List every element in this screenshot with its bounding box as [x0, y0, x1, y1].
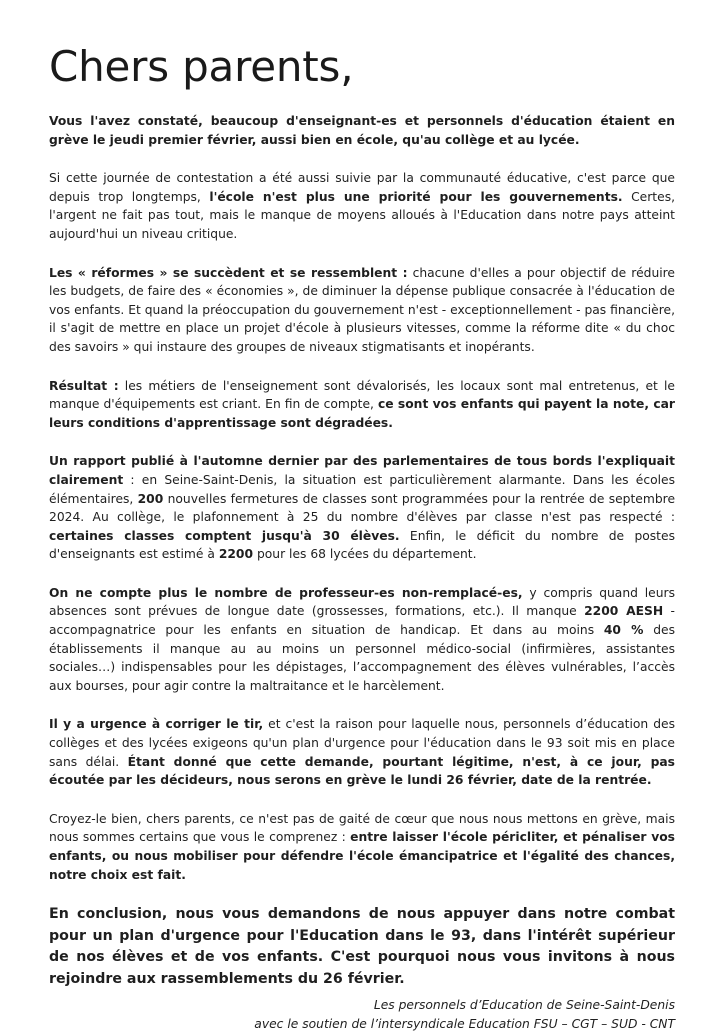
paragraph-intro: Vous l'avez constaté, beaucoup d'enseignant-es et personnels d'éducation étaient en grève le jeudi premier février, aussi bien en école, qu'au collège et au lycée. [49, 114, 675, 147]
text-span: chacune d'elles a pour objectif de réduire les budgets, de faire des « économies », de diminuer la dépense publique consacrée à l'éducation de vos enfants. Et quand la préoccupation du gouvernement n'est - exceptionnellement - pas financière, il s'agit de mettre en place un projet d'école à plusieurs vitesses, comme la réforme dite « du choc des savoirs » qui instaure des groupes de niveaux stigmatisants et inopérants. [49, 265, 675, 354]
text-span: Certes, l'argent ne fait pas tout, mais le manque de moyens alloués à l'Education dans notre pays atteint aujourd'hui un niveau critique. [49, 189, 676, 241]
text-span: y compris quand leurs absences sont prévues de longue date (grossesses, formations, etc.). Il manque [49, 585, 675, 619]
bold-span: Il y a urgence à corriger le tir, [49, 717, 264, 732]
paragraph-rapport [49, 452, 675, 564]
bold-span: Résultat : [49, 378, 119, 393]
signature [49, 996, 675, 1033]
bold-span: 200 [137, 491, 164, 506]
text-span: pour les 68 lycées du département. [253, 547, 477, 562]
paragraph-context [49, 169, 675, 243]
paragraph-reformes [49, 264, 675, 357]
signature-line-2: avec le soutien de l’intersyndicale Education FSU – CGT – SUD - CNT [254, 1016, 675, 1031]
text-span: les métiers de l'enseignement sont dévalorisés, les locaux sont mal entretenus, et le manque d'équipements est criant. En fin de compte, [49, 378, 675, 412]
text-span: Si cette journée de contestation a été aussi suivie par la communauté éducative, c'est parce que depuis trop longtemps, [49, 171, 675, 204]
text-span: et c'est la raison pour laquelle nous, personnels d’éducation des collèges et des lycées exigeons qu'un plan d'urgence pour l'éducation dans le 93 soit mis en place sans délai. [49, 717, 675, 769]
bold-span: Étant donné que cette demande, pourtant légitime, n'est, à ce jour, pas écoutée par les décideurs, nous serons en grève le lundi 26 février, date de la rentrée. [49, 754, 676, 788]
paragraph-greve [49, 810, 675, 884]
paragraph-urgence [49, 715, 675, 789]
text-span: - accompagnatrice pour les enfants en situation de handicap. Et dans au moins [49, 604, 675, 638]
text-span: : en Seine-Saint-Denis, la situation est particulièrement alarmante. Dans les écoles élémentaires, [49, 472, 675, 506]
signature-line-1: Les personnels d’Education de Seine-Saint-Denis [373, 998, 675, 1013]
bold-span: certaines classes comptent jusqu'à 30 élèves. [49, 528, 400, 543]
text-span: Croyez-le bien, chers parents, ce n'est pas de gaité de cœur que nous nous mettons en grève, mais nous sommes certains que vous le comprenez : [49, 811, 675, 845]
bold-span: 40 % [603, 623, 644, 638]
text-span: des établissements il manque au au moins un personnel médico-social (infirmières, assistantes sociales…) indispensables pour les dépistages, l’accompagnement des élèves vulnérables, l’accès aux bourses, pour agir contre la maltraitance et le harcèlement. [49, 623, 675, 693]
bold-span: l'école n'est plus une priorité pour les gouvernements. [209, 189, 623, 204]
paragraph-remplacements [49, 584, 675, 696]
bold-span: Les « réformes » se succèdent et se ressemblent : [49, 265, 408, 280]
page-title: Chers parents, [49, 42, 354, 91]
bold-span: 2200 AESH [584, 604, 664, 619]
paragraph-resultat [49, 377, 675, 433]
text-span: Enfin, le déficit du nombre de postes d'enseignants est estimé à [49, 528, 675, 562]
bold-span: 2200 [218, 547, 254, 562]
bold-span: ce sont vos enfants qui payent la note, car leurs conditions d'apprentissage sont dégradées. [49, 397, 675, 430]
bold-span: entre laisser l'école péricliter, et pénaliser vos enfants, ou nous mobiliser pour défendre l'école émancipatrice et l'égalité des chances, notre choix est fait. [49, 830, 675, 882]
text-span: nouvelles fermetures de classes sont programmées pour la rentrée de septembre 2024. Au collège, le plafonnement à 25 du nombre d'élèves par classe n'est pas respecté : [49, 491, 676, 525]
bold-span: On ne compte plus le nombre de professeur-es non-remplacé-es, [49, 585, 523, 600]
paragraph-conclusion: En conclusion, nous vous demandons de nous appuyer dans notre combat pour un plan d'urgence pour l'Education dans le 93, dans l'intérêt supérieur de nos élèves et de vos enfants. C'est pourquoi nous vous invitons à nous rejoindre aux rassemblements du 26 février. [49, 906, 675, 987]
bold-span: Un rapport publié à l'automne dernier par des parlementaires de tous bords l'expliquait clairement [49, 454, 675, 487]
